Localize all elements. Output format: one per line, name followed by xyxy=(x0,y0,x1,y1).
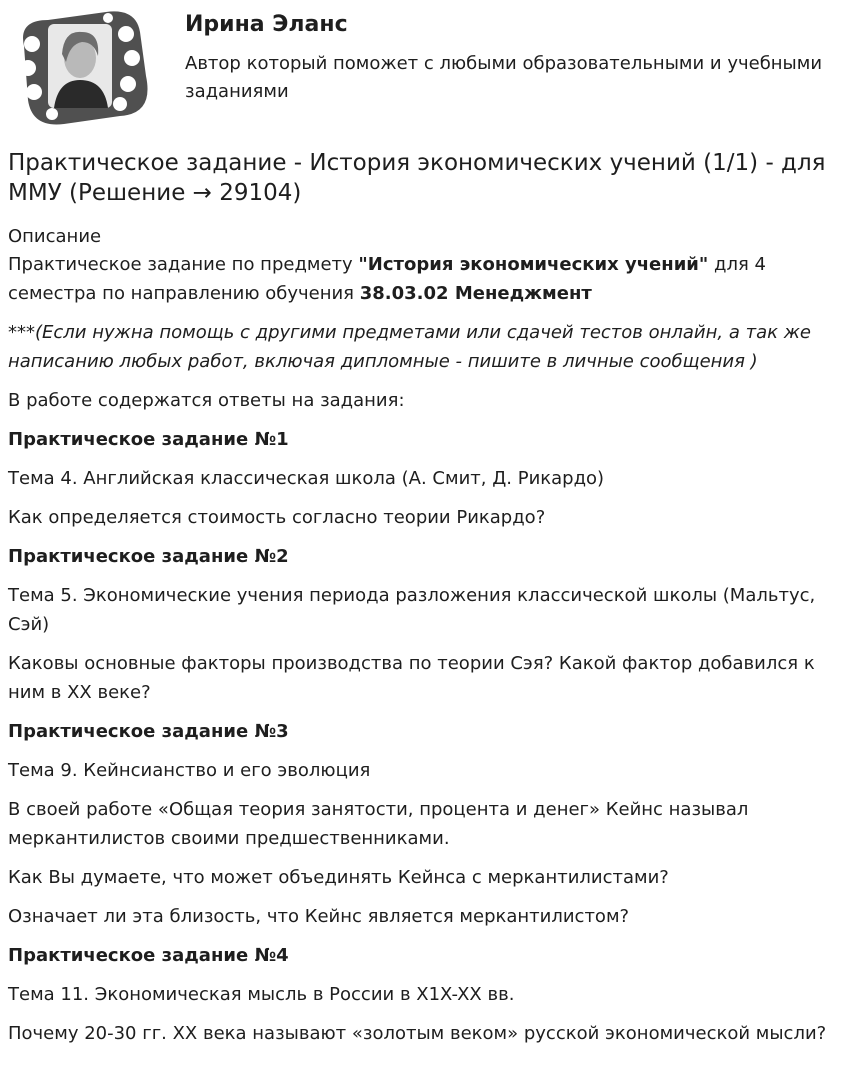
film-reel-avatar-icon xyxy=(8,6,150,126)
task-line: Тема 11. Экономическая мысль в России в X1X-XX вв. xyxy=(8,984,515,1005)
document-content xyxy=(0,148,847,1048)
author-description: Автор который поможет с любыми образовательными и учебными заданиями xyxy=(185,53,823,102)
intro-text-2: для 4 семестра по направлению обучения xyxy=(8,254,766,304)
task-line: Как Вы думаете, что может объединять Кейнса с меркантилистами? xyxy=(8,867,669,888)
subject-name: "История экономических учений" xyxy=(358,254,709,275)
intro-text-1: Практическое задание по предмету xyxy=(8,254,359,275)
author-header xyxy=(0,0,847,140)
task-heading: Практическое задание №2 xyxy=(8,546,289,567)
program-name: 38.03.02 Менеджмент xyxy=(359,283,592,304)
task-line: Тема 9. Кейнсианство и его эволюция xyxy=(8,760,371,781)
intro-paragraph xyxy=(8,250,839,308)
task-line: Означает ли эта близость, что Кейнс является меркантилистом? xyxy=(8,906,630,927)
description-label: Описание xyxy=(8,226,102,247)
page-title: Практическое задание - История экономических учений (1/1) - для ММУ (Решение → 29104) xyxy=(8,150,826,206)
task-heading: Практическое задание №4 xyxy=(8,945,289,966)
task-line: Тема 5. Экономические учения периода разложения классической школы (Мальтус, Сэй) xyxy=(8,585,816,635)
avatar[interactable] xyxy=(8,6,150,126)
task-line: В своей работе «Общая теория занятости, процента и денег» Кейнс называл меркантилистов своими предшественниками. xyxy=(8,799,749,849)
task-line: Каковы основные факторы производства по теории Сэя? Какой фактор добавился к ним в XX веке? xyxy=(8,653,815,703)
task-line: Почему 20-30 гг. XX века называют «золотым веком» русской экономической мысли? xyxy=(8,1023,827,1044)
task-line: Тема 4. Английская классическая школа (А. Смит, Д. Рикардо) xyxy=(8,468,605,489)
author-name[interactable]: Ирина Эланс xyxy=(185,12,348,37)
task-heading: Практическое задание №3 xyxy=(8,721,289,742)
task-heading: Практическое задание №1 xyxy=(8,429,289,450)
task-line: Как определяется стоимость согласно теории Рикардо? xyxy=(8,507,546,528)
contains-paragraph: В работе содержатся ответы на задания: xyxy=(8,390,405,411)
note-paragraph: ***(Если нужна помощь с другими предметами или сдачей тестов онлайн, а так же написанию любых работ, включая дипломные - пишите в личные сообщения ) xyxy=(8,322,811,372)
